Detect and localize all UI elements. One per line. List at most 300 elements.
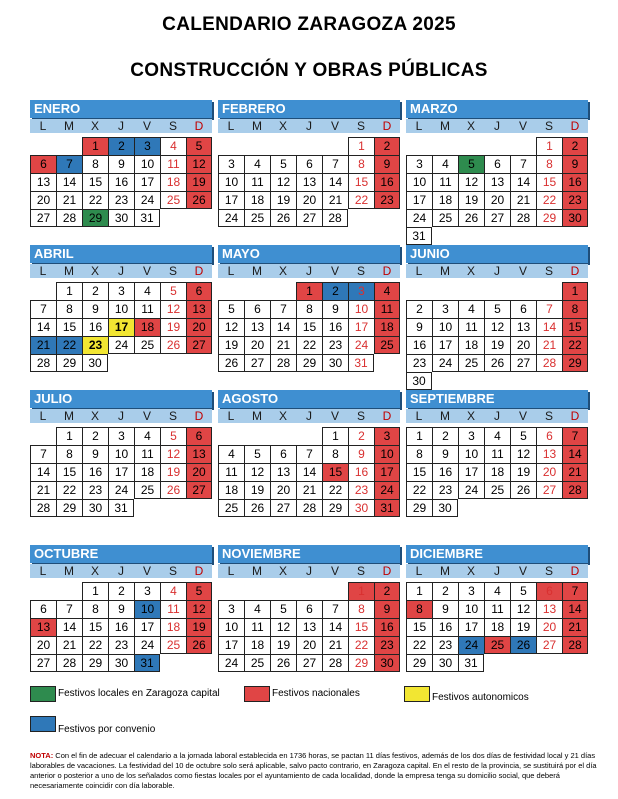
legend-label-nacional: Festivos nacionales: [272, 688, 360, 699]
day-cell: 9: [406, 318, 432, 336]
day-cell: 30: [562, 209, 588, 227]
day-cell: 15: [322, 463, 348, 481]
day-cell: 4: [134, 427, 160, 445]
day-cell: 24: [458, 481, 484, 499]
day-cell: 4: [160, 582, 186, 600]
day-cell: 7: [536, 300, 562, 318]
day-cell: 22: [82, 191, 108, 209]
day-cell: 27: [270, 499, 296, 517]
day-cell: 9: [322, 300, 348, 318]
day-cell: 20: [536, 618, 562, 636]
empty-cell: [536, 499, 562, 517]
day-cell: 10: [406, 173, 432, 191]
weekday-label: V: [518, 119, 527, 133]
weekday-label: D: [382, 264, 392, 278]
month-header: MARZO: [406, 100, 588, 118]
day-cell: 17: [218, 191, 244, 209]
weekday-label: M: [440, 264, 450, 278]
day-cell: 21: [270, 336, 296, 354]
day-cell: 19: [510, 618, 536, 636]
weekday-header: [218, 564, 400, 578]
weekday-label: L: [39, 119, 47, 133]
day-cell: 27: [244, 354, 270, 372]
day-grid: [218, 282, 400, 372]
weekday-label: V: [142, 564, 151, 578]
day-cell: 25: [160, 636, 186, 654]
day-cell: 24: [108, 481, 134, 499]
empty-cell: [406, 137, 432, 155]
weekday-header: [406, 119, 588, 133]
weekday-label: X: [466, 564, 475, 578]
day-cell: 31: [134, 209, 160, 227]
day-cell: 13: [244, 318, 270, 336]
day-cell: 14: [30, 463, 56, 481]
weekday-label: L: [415, 409, 423, 423]
day-cell: 18: [458, 336, 484, 354]
day-cell: 15: [56, 463, 82, 481]
empty-cell: [348, 209, 374, 227]
day-cell: 21: [30, 336, 56, 354]
day-cell: 2: [374, 582, 400, 600]
day-cell: 27: [30, 654, 56, 672]
day-cell: 25: [244, 209, 270, 227]
day-cell: 28: [562, 481, 588, 499]
day-cell: 15: [82, 173, 108, 191]
day-cell: 16: [322, 318, 348, 336]
weekday-label: X: [466, 264, 475, 278]
day-cell: 23: [322, 336, 348, 354]
day-cell: 2: [108, 582, 134, 600]
day-cell: 7: [322, 155, 348, 173]
month-enero: [30, 100, 212, 227]
day-grid: [218, 427, 400, 517]
day-cell: 17: [458, 618, 484, 636]
weekday-label: V: [330, 119, 339, 133]
day-cell: 13: [30, 173, 56, 191]
weekday-label: J: [118, 409, 124, 423]
day-cell: 3: [108, 427, 134, 445]
day-cell: 2: [108, 137, 134, 155]
day-cell: 9: [374, 155, 400, 173]
day-cell: 26: [218, 354, 244, 372]
weekday-label: M: [252, 119, 262, 133]
day-cell: 13: [536, 445, 562, 463]
day-cell: 17: [406, 191, 432, 209]
day-cell: 19: [186, 618, 212, 636]
day-cell: 7: [562, 427, 588, 445]
day-cell: 7: [30, 300, 56, 318]
day-cell: 29: [82, 209, 108, 227]
weekday-label: S: [544, 264, 553, 278]
day-cell: 4: [484, 427, 510, 445]
month-julio: [30, 390, 212, 517]
day-cell: 7: [30, 445, 56, 463]
day-cell: 12: [244, 463, 270, 481]
day-cell: 31: [134, 654, 160, 672]
day-cell: 29: [56, 354, 82, 372]
day-cell: 10: [218, 173, 244, 191]
day-cell: 7: [322, 600, 348, 618]
day-cell: 11: [432, 173, 458, 191]
day-cell: 18: [218, 481, 244, 499]
month-header: DICIEMBRE: [406, 545, 588, 563]
weekday-label: J: [306, 564, 312, 578]
day-cell: 24: [134, 636, 160, 654]
weekday-label: M: [64, 409, 74, 423]
empty-cell: [134, 354, 160, 372]
day-cell: 22: [348, 636, 374, 654]
day-cell: 16: [82, 463, 108, 481]
month-junio: [406, 245, 588, 390]
weekday-header: [218, 119, 400, 133]
day-cell: 30: [322, 354, 348, 372]
weekday-label: J: [306, 119, 312, 133]
weekday-label: S: [544, 409, 553, 423]
empty-cell: [108, 354, 134, 372]
weekday-header: [30, 409, 212, 423]
weekday-label: V: [142, 119, 151, 133]
day-cell: 5: [244, 445, 270, 463]
day-cell: 26: [244, 499, 270, 517]
day-cell: 31: [374, 499, 400, 517]
day-cell: 18: [374, 318, 400, 336]
month-header: ENERO: [30, 100, 212, 118]
day-cell: 3: [134, 137, 160, 155]
day-cell: 21: [56, 636, 82, 654]
day-cell: 15: [406, 618, 432, 636]
day-cell: 14: [270, 318, 296, 336]
weekday-label: L: [415, 264, 423, 278]
empty-cell: [374, 209, 400, 227]
day-cell: 3: [458, 427, 484, 445]
day-cell: 3: [406, 155, 432, 173]
day-cell: 3: [374, 427, 400, 445]
day-cell: 21: [536, 336, 562, 354]
weekday-header: [30, 119, 212, 133]
day-cell: 13: [296, 618, 322, 636]
empty-cell: [510, 227, 536, 245]
day-cell: 10: [374, 445, 400, 463]
day-cell: 25: [134, 336, 160, 354]
weekday-label: X: [90, 564, 99, 578]
day-cell: 2: [82, 427, 108, 445]
day-grid: [406, 582, 588, 672]
day-cell: 20: [536, 463, 562, 481]
day-cell: 29: [406, 654, 432, 672]
day-cell: 4: [218, 445, 244, 463]
day-cell: 25: [458, 354, 484, 372]
day-cell: 6: [186, 427, 212, 445]
day-cell: 27: [536, 636, 562, 654]
day-cell: 11: [244, 618, 270, 636]
weekday-label: D: [570, 564, 580, 578]
day-cell: 12: [160, 300, 186, 318]
day-cell: 20: [510, 336, 536, 354]
day-cell: 29: [322, 499, 348, 517]
day-cell: 13: [296, 173, 322, 191]
day-cell: 12: [458, 173, 484, 191]
day-cell: 11: [484, 600, 510, 618]
day-cell: 1: [82, 137, 108, 155]
day-cell: 14: [322, 173, 348, 191]
empty-cell: [406, 282, 432, 300]
day-cell: 9: [432, 600, 458, 618]
day-cell: 1: [562, 282, 588, 300]
day-cell: 22: [322, 481, 348, 499]
day-cell: 21: [562, 618, 588, 636]
day-cell: 6: [296, 600, 322, 618]
footnote-label: NOTA:: [30, 751, 54, 760]
day-cell: 9: [82, 300, 108, 318]
empty-cell: [322, 582, 348, 600]
day-cell: 12: [484, 318, 510, 336]
day-cell: 31: [406, 227, 432, 245]
day-cell: 1: [348, 582, 374, 600]
day-cell: 14: [296, 463, 322, 481]
day-cell: 8: [82, 600, 108, 618]
day-cell: 1: [82, 582, 108, 600]
empty-cell: [296, 137, 322, 155]
day-cell: 23: [348, 481, 374, 499]
empty-cell: [244, 282, 270, 300]
day-cell: 11: [458, 318, 484, 336]
day-cell: 16: [432, 463, 458, 481]
empty-cell: [484, 282, 510, 300]
weekday-label: X: [466, 119, 475, 133]
day-cell: 13: [270, 463, 296, 481]
day-cell: 25: [484, 481, 510, 499]
day-cell: 28: [270, 354, 296, 372]
day-cell: 23: [108, 636, 134, 654]
day-cell: 6: [536, 427, 562, 445]
day-cell: 4: [244, 600, 270, 618]
day-cell: 15: [348, 618, 374, 636]
weekday-label: V: [518, 409, 527, 423]
day-cell: 19: [244, 481, 270, 499]
weekday-label: M: [64, 564, 74, 578]
day-cell: 5: [510, 582, 536, 600]
day-cell: 16: [108, 618, 134, 636]
day-cell: 18: [432, 191, 458, 209]
day-cell: 28: [296, 499, 322, 517]
weekday-label: M: [64, 119, 74, 133]
weekday-label: S: [544, 119, 553, 133]
day-cell: 27: [186, 336, 212, 354]
weekday-label: M: [440, 564, 450, 578]
day-cell: 11: [160, 600, 186, 618]
day-cell: 13: [536, 600, 562, 618]
empty-cell: [458, 137, 484, 155]
day-cell: 7: [270, 300, 296, 318]
day-cell: 5: [458, 155, 484, 173]
day-cell: 29: [562, 354, 588, 372]
day-cell: 7: [510, 155, 536, 173]
day-cell: 10: [108, 445, 134, 463]
weekday-label: L: [227, 264, 235, 278]
day-cell: 28: [536, 354, 562, 372]
day-cell: 29: [406, 499, 432, 517]
day-cell: 8: [56, 445, 82, 463]
day-cell: 21: [296, 481, 322, 499]
day-cell: 5: [186, 137, 212, 155]
day-cell: 28: [30, 499, 56, 517]
weekday-label: V: [518, 264, 527, 278]
day-cell: 6: [30, 600, 56, 618]
day-cell: 6: [244, 300, 270, 318]
day-cell: 29: [296, 354, 322, 372]
empty-cell: [160, 499, 186, 517]
empty-cell: [484, 137, 510, 155]
empty-cell: [296, 427, 322, 445]
legend-label-convenio: Festivos por convenio: [58, 724, 156, 735]
weekday-label: M: [440, 409, 450, 423]
day-cell: 3: [348, 282, 374, 300]
day-cell: 30: [432, 499, 458, 517]
empty-cell: [458, 227, 484, 245]
day-cell: 18: [160, 173, 186, 191]
empty-cell: [562, 499, 588, 517]
weekday-header: [406, 564, 588, 578]
day-cell: 9: [432, 445, 458, 463]
day-cell: 2: [348, 427, 374, 445]
day-cell: 16: [562, 173, 588, 191]
day-cell: 22: [406, 636, 432, 654]
empty-cell: [510, 499, 536, 517]
day-cell: 10: [458, 600, 484, 618]
day-cell: 15: [536, 173, 562, 191]
day-cell: 22: [406, 481, 432, 499]
day-cell: 25: [432, 209, 458, 227]
weekday-label: X: [90, 119, 99, 133]
day-cell: 10: [218, 618, 244, 636]
day-cell: 9: [82, 445, 108, 463]
day-cell: 16: [348, 463, 374, 481]
day-cell: 25: [374, 336, 400, 354]
weekday-label: S: [168, 119, 177, 133]
page-subtitle: CONSTRUCCIÓN Y OBRAS PÚBLICAS: [130, 60, 488, 81]
day-cell: 20: [244, 336, 270, 354]
day-cell: 9: [108, 600, 134, 618]
day-cell: 12: [270, 173, 296, 191]
weekday-label: J: [494, 264, 500, 278]
day-cell: 24: [108, 336, 134, 354]
weekday-label: V: [330, 264, 339, 278]
day-cell: 5: [510, 427, 536, 445]
day-cell: 7: [562, 582, 588, 600]
weekday-header: [30, 264, 212, 278]
weekday-header: [30, 564, 212, 578]
day-cell: 21: [322, 191, 348, 209]
legend-swatch-autonomico: [404, 686, 430, 702]
day-cell: 7: [56, 600, 82, 618]
day-cell: 6: [484, 155, 510, 173]
day-cell: 11: [374, 300, 400, 318]
empty-cell: [510, 654, 536, 672]
day-cell: 15: [348, 173, 374, 191]
weekday-label: X: [278, 564, 287, 578]
day-cell: 2: [406, 300, 432, 318]
empty-cell: [30, 427, 56, 445]
day-cell: 24: [406, 209, 432, 227]
weekday-label: D: [570, 409, 580, 423]
day-cell: 3: [218, 155, 244, 173]
legend-label-local: Festivos locales en Zaragoza capital: [58, 688, 220, 699]
day-cell: 10: [108, 300, 134, 318]
day-cell: 14: [322, 618, 348, 636]
day-cell: 12: [186, 155, 212, 173]
day-cell: 24: [432, 354, 458, 372]
day-cell: 27: [296, 654, 322, 672]
day-cell: 3: [108, 282, 134, 300]
day-cell: 22: [82, 636, 108, 654]
weekday-label: J: [118, 264, 124, 278]
empty-cell: [432, 372, 458, 390]
day-cell: 5: [218, 300, 244, 318]
day-cell: 26: [186, 191, 212, 209]
day-cell: 2: [82, 282, 108, 300]
empty-cell: [510, 137, 536, 155]
weekday-label: X: [466, 409, 475, 423]
empty-cell: [218, 582, 244, 600]
day-cell: 21: [510, 191, 536, 209]
day-cell: 11: [244, 173, 270, 191]
weekday-label: J: [306, 264, 312, 278]
day-cell: 8: [322, 445, 348, 463]
weekday-label: L: [39, 564, 47, 578]
day-cell: 27: [484, 209, 510, 227]
day-cell: 27: [510, 354, 536, 372]
day-cell: 24: [348, 336, 374, 354]
weekday-label: S: [356, 264, 365, 278]
day-cell: 19: [270, 191, 296, 209]
weekday-label: V: [142, 409, 151, 423]
day-grid: [30, 582, 212, 672]
empty-cell: [432, 137, 458, 155]
day-cell: 30: [108, 654, 134, 672]
month-septiembre: [406, 390, 588, 517]
day-cell: 12: [510, 600, 536, 618]
day-cell: 25: [134, 481, 160, 499]
weekday-label: X: [278, 409, 287, 423]
empty-cell: [510, 282, 536, 300]
weekday-label: X: [278, 264, 287, 278]
footnote: [30, 751, 600, 791]
day-cell: 20: [270, 481, 296, 499]
empty-cell: [536, 227, 562, 245]
day-cell: 17: [108, 463, 134, 481]
day-cell: 9: [348, 445, 374, 463]
day-cell: 23: [82, 336, 108, 354]
day-cell: 20: [30, 636, 56, 654]
day-cell: 23: [562, 191, 588, 209]
weekday-header: [406, 264, 588, 278]
weekday-label: M: [252, 409, 262, 423]
day-cell: 7: [296, 445, 322, 463]
day-cell: 2: [432, 427, 458, 445]
day-cell: 29: [536, 209, 562, 227]
day-cell: 26: [510, 636, 536, 654]
day-cell: 4: [160, 137, 186, 155]
empty-cell: [458, 282, 484, 300]
weekday-label: D: [194, 119, 204, 133]
empty-cell: [536, 372, 562, 390]
day-cell: 13: [30, 618, 56, 636]
day-cell: 5: [160, 427, 186, 445]
empty-cell: [244, 137, 270, 155]
weekday-label: X: [90, 264, 99, 278]
day-cell: 22: [296, 336, 322, 354]
weekday-label: S: [168, 564, 177, 578]
